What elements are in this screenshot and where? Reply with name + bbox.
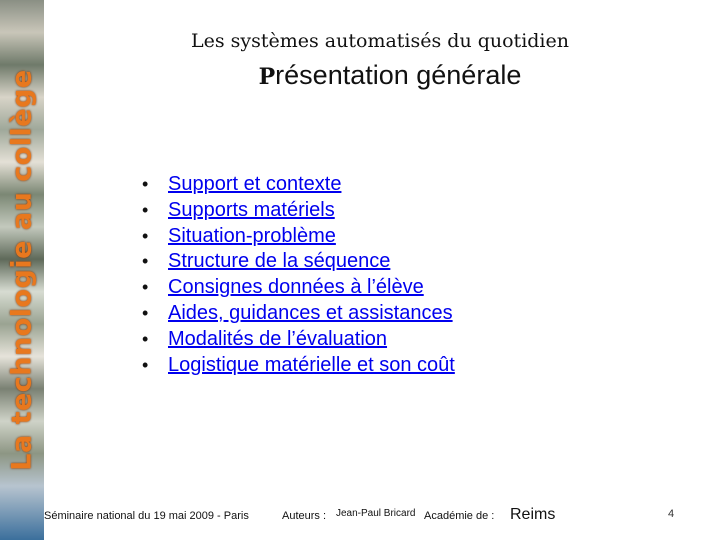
subtitle-rest: résentation générale	[275, 60, 522, 90]
topic-link[interactable]: Support et contexte	[168, 173, 342, 195]
topic-link[interactable]: Logistique matérielle et son coût	[168, 353, 455, 376]
bullet: •	[142, 354, 149, 375]
topic-link[interactable]: Consignes données à l’élève	[168, 276, 424, 299]
bullet: •	[142, 277, 149, 298]
bullet: •	[142, 199, 149, 220]
page-number: 4	[668, 508, 675, 520]
footer-author: Jean-Paul Bricard	[336, 508, 416, 519]
topic-link[interactable]: Structure de la séquence	[168, 250, 391, 273]
subtitle-initial: P	[258, 64, 276, 90]
bullet: •	[142, 302, 149, 323]
footer-authors-label: Auteurs :	[282, 510, 327, 522]
footer-academy-label: Académie de :	[424, 510, 495, 522]
bullet: •	[142, 225, 149, 246]
slide-title: Les systèmes automatisés du quotidien	[190, 30, 569, 52]
topic-link[interactable]: Supports matériels	[168, 198, 335, 221]
topic-link[interactable]: Aides, guidances et assistances	[168, 301, 453, 324]
bullet: •	[142, 328, 149, 349]
logo-text: La technologie au collège	[6, 69, 38, 471]
footer-academy: Reims	[510, 506, 556, 523]
slide-subtitle	[120, 60, 660, 91]
footer-seminar: Séminaire national du 19 mai 2009 - Paris	[44, 510, 249, 522]
topic-link[interactable]: Situation-problème	[168, 224, 336, 247]
topic-link[interactable]: Modalités de l’évaluation	[168, 327, 388, 350]
photo-strip	[0, 0, 44, 540]
bullet: •	[142, 251, 149, 272]
bullet: •	[142, 174, 149, 194]
